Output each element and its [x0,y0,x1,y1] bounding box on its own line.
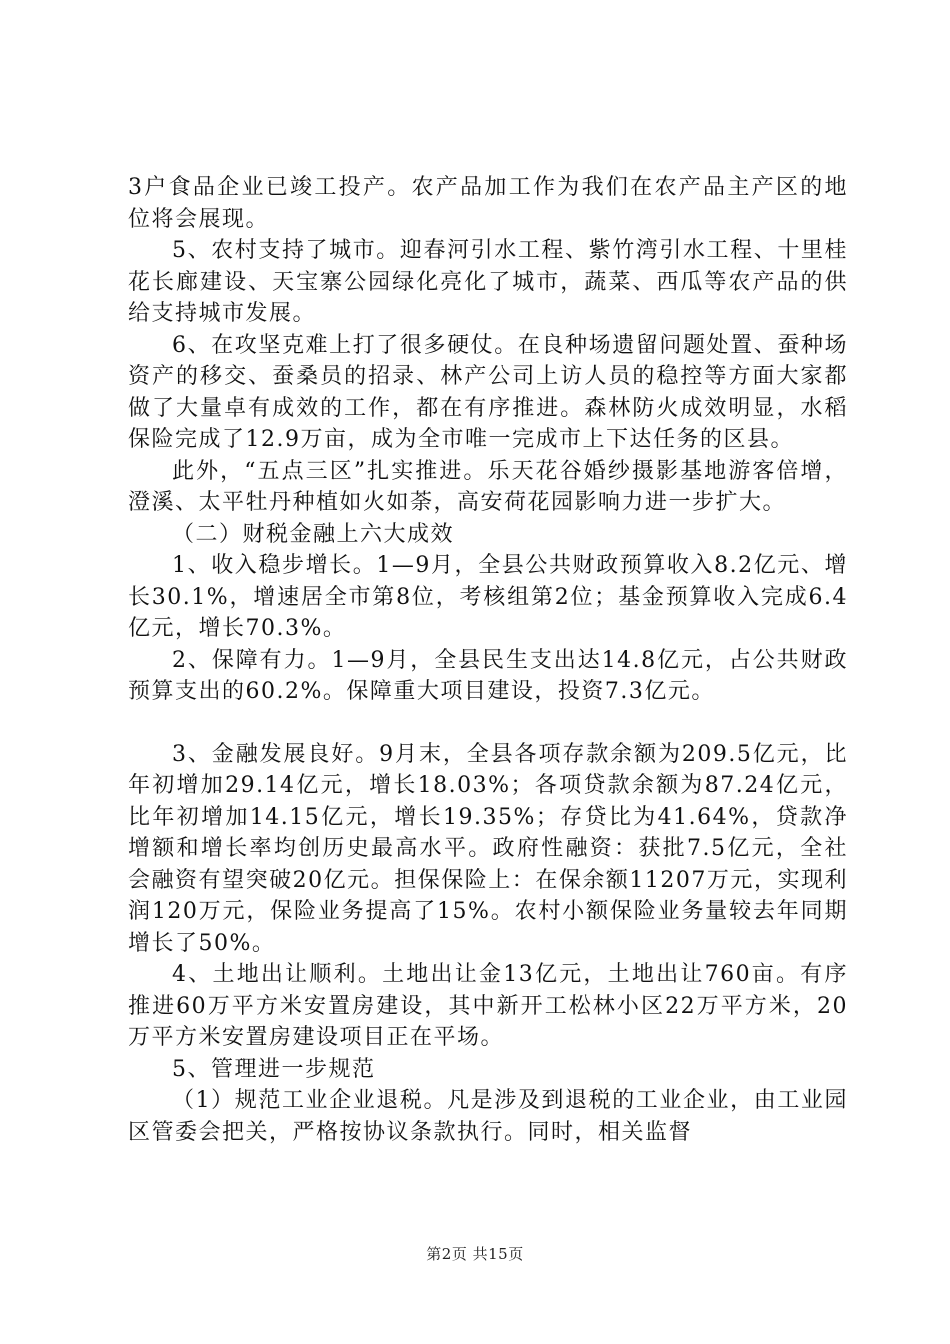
document-body [128,172,848,1148]
page-number-footer: 第2页 共15页 [426,1245,524,1263]
paragraph-finance-item-1: 1、收入稳步增长。1—9月，全县公共财政预算收入8.2亿元、增长30.1%，增速居全市第8位，考核组第2位；基金预算收入完成6.4亿元，增长70.3%。 [128,553,848,641]
section-heading-finance: （二）财税金融上六大成效 [172,521,455,547]
paragraph-finance-item-3: 3、金融发展良好。9月末，全县各项存款余额为209.5亿元，比年初增加29.14亿元，增长18.03%；各项贷款余额为87.24亿元，比年初增加14.15亿元，增长19.35%；存贷比为41.64%，贷款净增额和增长率均创历史最高水平。政府性融资：获批7.5亿元，全社会融资有望突破20亿元。担保保险上：在保余额11207万元，实现利润120万元，保险业务提高了15%。农村小额保险业务量较去年同期增长了50%。 [128,741,848,956]
paragraph-subitem-1: （1）规范工业企业退税。凡是涉及到退税的工业企业，由工业园区管委会把关，严格按协议条款执行。同时，相关监督 [128,1088,848,1145]
paragraph-finance-item-4: 4、土地出让顺利。土地出让金13亿元，土地出让760亩。有序推进60万平方米安置房建设，其中新开工松林小区22万平方米，20万平方米安置房建设项目正在平场。 [128,962,849,1050]
paragraph-additionally: 此外，“五点三区”扎实推进。乐天花谷婚纱摄影基地游客倍增，澄溪、太平牡丹种植如火如荼，高安荷花园影响力进一步扩大。 [128,458,848,515]
paragraph-continuation: 3户食品企业已竣工投产。农产品加工作为我们在农产品主产区的地位将会展现。 [128,175,848,232]
paragraph-finance-item-2: 2、保障有力。1—9月，全县民生支出达14.8亿元，占公共财政预算支出的60.2%。保障重大项目建设，投资7.3亿元。 [128,647,848,704]
paragraph-item-6: 6、在攻坚克难上打了很多硬仗。在良种场遗留问题处置、蚕种场资产的移交、蚕桑员的招录、林产公司上访人员的稳控等方面大家都做了大量卓有成效的工作，都在有序推进。森林防火成效明显，水稻保险完成了12.9万亩，成为全市唯一完成市上下达任务的区县。 [128,332,848,452]
paragraph-finance-item-5: 5、管理进一步规范 [172,1056,376,1082]
paragraph-item-5: 5、农村支持了城市。迎春河引水工程、紫竹湾引水工程、十里桂花长廊建设、天宝寨公园绿化亮化了城市，蔬菜、西瓜等农产品的供给支持城市发展。 [128,238,848,326]
